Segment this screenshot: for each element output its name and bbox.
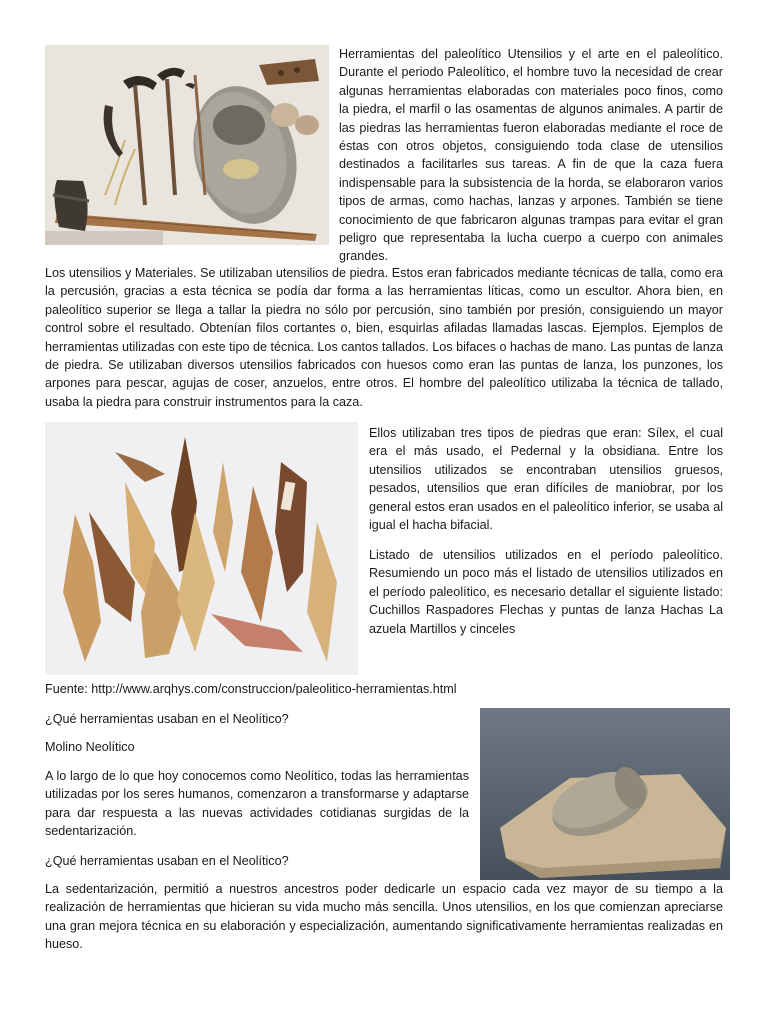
neolithic-mill-photo: [480, 708, 730, 880]
intro-paragraph: Herramientas del paleolítico Utensilios y el arte en el paleolítico. Durante el periodo Paleolítico, el hombre tuvo la necesidad de crear algunas herramientas elaboradas con materiales poco finos, como la piedra, el marfil o las osamentas de algunos animales. A partir de las piedras las herramientas fueron elaboradas mediante el roce de éstas con otros objetos, consiguiendo toda clase de utensilios destinados a facilitarles sus tareas. A fin de que la caza fuera indispensable para la subsistencia de la horda, se elaboraron varios tipos de armas, como hachas, lanzas y arpones. También se tiene conocimiento de que fabricaron algunas trampas para evitar el gran peligro que representaba la lucha cuerpo a cuerpo con animales grandes.: [339, 47, 723, 264]
neolithic-question-1: ¿Qué herramientas usaban en el Neolítico?: [45, 712, 289, 726]
flint-arrowheads-photo: [45, 422, 358, 675]
mill-paragraph: A lo largo de lo que hoy conocemos como Neolítico, todas las herramientas utilizadas por los seres humanos, comenzaron a transformarse y adaptarse para dar respuesta a las nuevas actividades cotidianas surgidas de la sedentarización.: [45, 769, 469, 839]
mill-title: Molino Neolítico: [45, 740, 135, 754]
source-line: Fuente: http://www.arqhys.com/construccion/paleolitico-herramientas.html: [45, 682, 457, 696]
materials-paragraph: Los utensilios y Materiales. Se utilizaban utensilios de piedra. Estos eran fabricados mediante técnicas de talla, como era la percusión, gracias a esta técnica se podía dar forma a las herramientas líticas, como un escultor. Ahora bien, en paleolítico superior se llega a tallar la piedra no sólo por percusión, sino también por presión, consiguiendo un mayor control sobre el resultado. Obtenían filos cortantes o, bien, esquirlas afiladas llamadas lascas. Ejemplos. Ejemplos de herramientas utilizadas con este tipo de técnica. Los cantos tallados. Los bifaces o hachas de mano. Las puntas de lanza de piedra. Se utilizaban diversos utensilios fabricados con huesos como eran las puntas de lanza, los punzones, los arpones para pescar, agujas de coser, anzuelos, entre otros. El hombre del paleolítico utilizaba la técnica de tallado, usaba la piedra para construir instrumentos para la caza.: [45, 266, 723, 409]
sedentary-paragraph: La sedentarización, permitió a nuestros ancestros poder dedicarle un espacio cada vez mayor de su tiempo a la realización de herramientas que hicieran su vida mucho más sencilla. Unos utensilios, en los que comienzan apreciarse una gran mejora técnica en su elaboración y especialización, aumentando significativamente herramientas realizadas en hueso.: [45, 882, 723, 952]
neolithic-question-2: ¿Qué herramientas usaban en el Neolítico?: [45, 854, 289, 868]
stones-paragraph: Ellos utilizaban tres tipos de piedras que eran: Sílex, el cual era el más usado, el Pedernal y la obsidiana. Entre los utensilios utilizados se encontraban utensilios gruesos, pesados, utensilios que eran difíciles de maniobrar, por los general estos eran usados en el paleolítico inferior, se usaba al igual el hacha bifacial.: [369, 426, 723, 533]
paleolithic-tools-photo: [45, 45, 329, 245]
tools-list-paragraph: Listado de utensilios utilizados en el período paleolítico. Resumiendo un poco más el listado de utensilios utilizados en el período paleolítico, es necesario detallar el siguiente listado: Cuchillos Raspadores Flechas y puntas de lanza Hachas La azuela Martillos y cinceles: [369, 548, 723, 636]
